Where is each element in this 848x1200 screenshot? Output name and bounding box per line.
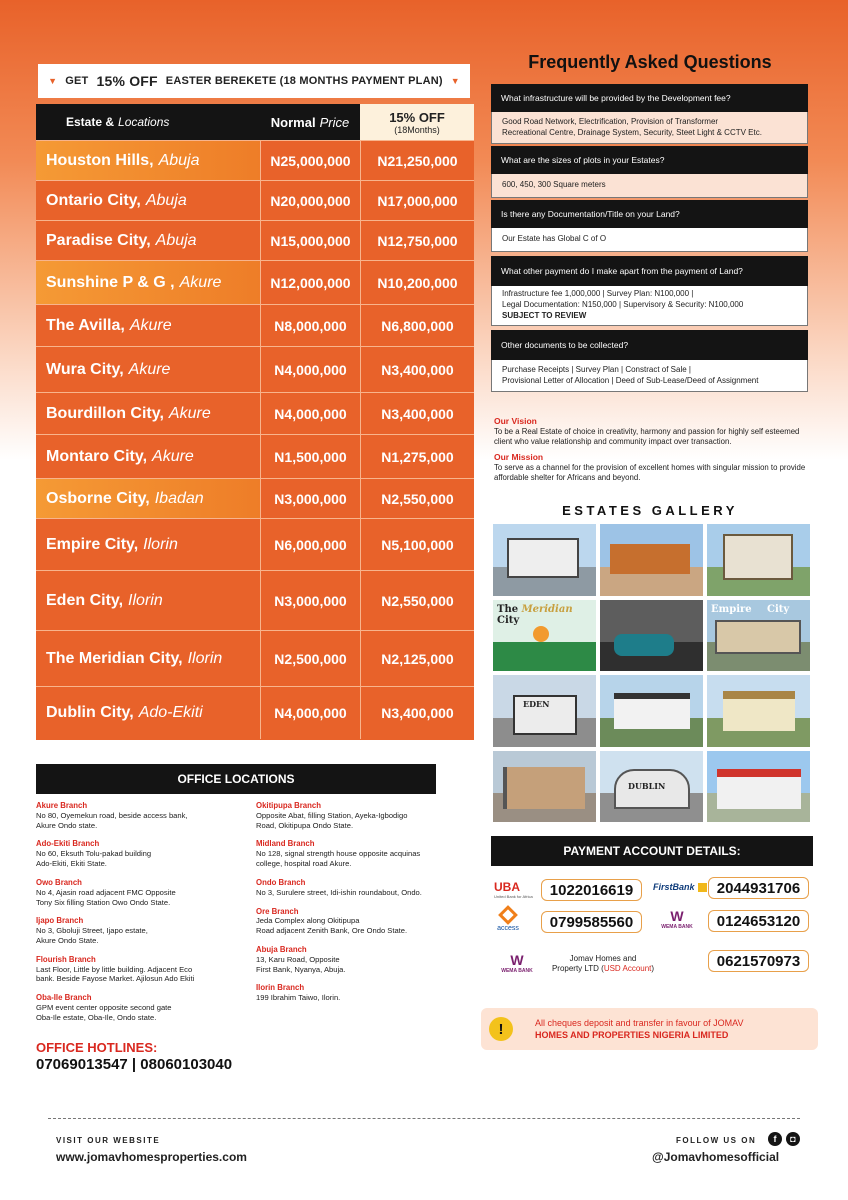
normal-price: N2,500,000 (260, 631, 360, 686)
offer-price: N10,200,000 (360, 261, 474, 304)
branch-address: No 60, Eksuth Tolu-pakad building (36, 849, 152, 859)
header-locations: Locations (118, 115, 170, 129)
hotlines-title: OFFICE HOTLINES: (36, 1040, 158, 1055)
normal-price: N25,000,000 (260, 141, 360, 180)
gallery-image (600, 675, 703, 747)
branch-ijapo (36, 916, 236, 945)
firstbank-logo (653, 882, 707, 892)
faq-answer-line: Provisional Letter of Allocation | Deed of Sub-Lease/Deed of Assignment (502, 375, 759, 385)
vision-title: Our Vision (494, 416, 537, 426)
estate-location: Abuja (158, 151, 200, 169)
offer-price: N2,550,000 (360, 571, 474, 630)
estate-location: Akure (179, 273, 222, 291)
branch-address: Ado-Ekiti, Ekiti State. (36, 859, 107, 869)
normal-price: N20,000,000 (260, 181, 360, 220)
uba-sub: United Bank for Africa (494, 894, 533, 899)
offer-price: N12,750,000 (360, 221, 474, 260)
gallery-caption: City (497, 614, 520, 626)
cheque-notice (481, 1008, 818, 1050)
estate-location: Abuja (155, 231, 197, 249)
estate-location: Ado-Ekiti (138, 704, 203, 721)
faq-item (491, 330, 808, 392)
estate-location: Ibadan (154, 489, 204, 507)
promo-percent: 15% OFF (96, 73, 158, 89)
gallery-image (493, 600, 596, 672)
vision-block (494, 416, 814, 447)
branch-address: Last Floor, Little by little building. Adjacent Eco (36, 964, 193, 974)
header-price: Price (319, 114, 350, 130)
wema-logo-usd (495, 952, 539, 974)
offer-price: N6,800,000 (360, 305, 474, 346)
branch-flourish (36, 955, 236, 984)
wema-w-icon: W (670, 908, 684, 924)
office-locations-header: OFFICE LOCATIONS (36, 764, 436, 794)
faq-answer (491, 174, 808, 198)
firstbank-account: 2044931706 (708, 877, 809, 899)
gallery-image (493, 524, 596, 596)
estate-location: Akure (129, 316, 172, 334)
price-table (36, 104, 474, 740)
branch-akure (36, 801, 236, 830)
branch-address: No 128, signal strength house opposite acquinas (256, 849, 421, 859)
branch-name: Akure Branch (36, 801, 88, 810)
wema-logo (655, 908, 699, 930)
gallery-caption: EDEN (523, 699, 550, 709)
faq-question: Other documents to be collected? (491, 330, 808, 360)
estate-location: Akure (128, 360, 171, 378)
faq-answer-line: Legal Documentation: N150,000 | Supervisory & Security: N100,000 (502, 300, 744, 310)
branch-address: Road adjacent Zenith Bank, Ore Ondo State. (256, 926, 408, 936)
table-row (36, 478, 474, 518)
cheque-line2: HOMES AND PROPERTIES NIGERIA LIMITED (535, 1030, 729, 1040)
branch-name: Ore Branch (256, 906, 299, 916)
faq-question: What are the sizes of plots in your Estates? (491, 146, 808, 174)
warning-icon: ! (489, 1017, 513, 1041)
offer-price: N1,275,000 (360, 435, 474, 478)
branch-address: Akure Ondo State. (36, 935, 99, 945)
branch-name: Midland Branch (256, 839, 315, 849)
faq-item (491, 256, 808, 326)
payment-header: PAYMENT ACCOUNT DETAILS: (491, 836, 813, 866)
gallery-image (600, 600, 703, 672)
branch-address: No 4, Ajasin road adjacent FMC Opposite (36, 887, 176, 897)
table-row (36, 140, 474, 180)
wema-name: WEMA BANK (661, 924, 693, 930)
promo-banner (38, 64, 470, 98)
normal-price: N6,000,000 (260, 519, 360, 570)
faq-answer (491, 228, 808, 252)
uba-account: 1022016619 (541, 879, 642, 901)
branch-okitipupa (256, 801, 456, 830)
branch-address: Opposite Abat, filling Station, Ayeka-Igbodigo (256, 810, 408, 820)
firstbank-name: FirstBank (653, 882, 695, 892)
gallery-title: ESTATES GALLERY (562, 503, 738, 518)
hotlines-numbers: 07069013547 | 08060103040 (36, 1056, 233, 1073)
estate-name: Eden City, (46, 591, 124, 609)
faq-answer-line: Our Estate has Global C of O (502, 234, 607, 244)
header-normal: Normal (270, 114, 316, 130)
mission-block (494, 452, 814, 483)
mission-text: To serve as a channel for the provision of excellent homes with singular mission to provide affordable shelter for Africans and beyond. (494, 463, 806, 483)
branch-name: Oba-Ile Branch (36, 993, 92, 1003)
gallery-image (600, 524, 703, 596)
table-row (36, 630, 474, 686)
normal-price: N12,000,000 (260, 261, 360, 304)
faq-item (491, 84, 808, 144)
faq-item (491, 200, 808, 252)
jomav-usd-label (548, 954, 658, 975)
jomav-usd: USD Account (603, 964, 652, 974)
faq-answer-line: Purchase Receipts | Survey Plan | Constract of Sale | (502, 364, 691, 374)
social-handle[interactable]: @Jomavhomesofficial (652, 1150, 780, 1164)
estate-name: Bourdillon City, (46, 404, 164, 422)
branch-name: Ijapo Branch (36, 916, 84, 926)
gallery-image (493, 675, 596, 747)
table-row (36, 392, 474, 434)
branch-ore (256, 907, 456, 936)
estate-name: Dublin City, (46, 704, 134, 721)
wema-account: 0124653120 (708, 910, 809, 932)
branch-ilorin (256, 983, 456, 1003)
table-row (36, 220, 474, 260)
footer-divider (48, 1118, 800, 1119)
estate-name: Paradise City, (46, 231, 151, 249)
faq-question: What infrastructure will be provided by the Development fee? (491, 84, 808, 112)
follow-label: FOLLOW US ON (676, 1136, 757, 1145)
table-row (36, 260, 474, 304)
gallery-caption: City (767, 603, 790, 615)
gallery-caption: The (497, 603, 519, 615)
triangle-down-icon: ▼ (48, 76, 58, 86)
website-link[interactable]: www.jomavhomesproperties.com (56, 1150, 247, 1164)
wema-w-icon: W (510, 952, 524, 968)
estate-name: Wura City, (46, 360, 124, 378)
estate-location: Ilorin (143, 535, 178, 553)
estate-name: Ontario City, (46, 191, 141, 209)
branch-name: Abuja Branch (256, 944, 307, 954)
header-offer: 15% OFF (389, 109, 445, 125)
faq-answer-line: Good Road Network, Electrification, Provision of Transformer (502, 116, 719, 126)
gallery-image (600, 751, 703, 823)
visit-label: VISIT OUR WEBSITE (56, 1136, 161, 1145)
estate-location: Ilorin (187, 649, 223, 667)
branch-oba-ile (36, 993, 236, 1022)
table-row (36, 686, 474, 739)
faq-answer-line: 600, 450, 300 Square meters (502, 180, 606, 190)
estate-name: Sunshine P & G , (46, 273, 175, 291)
offer-price: N3,400,000 (360, 347, 474, 392)
offer-price: N3,400,000 (360, 393, 474, 434)
faq-answer-line: Infrastructure fee 1,000,000 | Survey Plan: N100,000 | (502, 289, 694, 299)
estate-location: Abuja (145, 191, 187, 209)
branch-midland (256, 839, 456, 868)
gallery-image (707, 600, 810, 672)
normal-price: N15,000,000 (260, 221, 360, 260)
offer-price: N5,100,000 (360, 519, 474, 570)
office-column-right (256, 801, 456, 1012)
faq-answer-line: SUBJECT TO REVIEW (502, 310, 587, 320)
branch-address: No 3, Gboluji Street, Ijapo estate, (36, 926, 148, 936)
gallery-caption: Empire (711, 603, 752, 615)
table-row (36, 518, 474, 570)
branch-address: 13, Karu Road, Opposite (256, 954, 340, 964)
faq-answer (491, 360, 808, 392)
access-diamond-icon (498, 905, 518, 925)
usd-account: 0621570973 (708, 950, 809, 972)
promo-text-post: EASTER BEREKETE (18 MONTHS PAYMENT PLAN) (165, 75, 443, 87)
normal-price: N3,000,000 (260, 571, 360, 630)
branch-name: Flourish Branch (36, 954, 96, 964)
price-table-header (36, 104, 474, 140)
branch-address: college, hospital road Akure. (256, 859, 352, 869)
branch-address: First Bank, Nyanya, Abuja. (256, 964, 346, 974)
gallery-image (707, 524, 810, 596)
normal-price: N4,000,000 (260, 347, 360, 392)
normal-price: N4,000,000 (260, 687, 360, 739)
branch-name: Okitipupa Branch (256, 801, 321, 810)
branch-address: Jeda Complex along Okitipupa (256, 916, 360, 926)
normal-price: N4,000,000 (260, 393, 360, 434)
estate-name: The Meridian City, (46, 649, 183, 667)
faq-question: Is there any Documentation/Title on your Land? (491, 200, 808, 228)
offer-price: N2,550,000 (360, 479, 474, 518)
branch-name: Owo Branch (36, 877, 82, 887)
branch-abuja (256, 945, 456, 974)
header-offer-sub: (18Months) (394, 124, 440, 135)
branch-address: No 3, Surulere street, Idi-ishin roundabout, Ondo. (256, 887, 422, 897)
promo-text-pre: GET (65, 75, 89, 87)
normal-price: N8,000,000 (260, 305, 360, 346)
estate-name: Empire City, (46, 535, 139, 553)
branch-ondo (256, 878, 456, 898)
cheque-line1: All cheques deposit and transfer in favour of JOMAV (535, 1017, 744, 1028)
table-row (36, 180, 474, 220)
vision-text: To be a Real Estate of choice in creativity, harmony and passion for highly self esteemed client who value relationship and community impact over transaction. (494, 427, 800, 447)
office-column-left (36, 801, 236, 1031)
estates-gallery (493, 524, 810, 822)
branch-ado-ekiti (36, 839, 236, 868)
faq-title: Frequently Asked Questions (528, 52, 772, 72)
mission-title: Our Mission (494, 452, 544, 462)
table-row (36, 434, 474, 478)
estate-location: Ilorin (128, 591, 163, 609)
branch-address: Oba-Ile estate, Oba-Ile, Ondo state. (36, 1012, 157, 1022)
offer-price: N2,125,000 (360, 631, 474, 686)
branch-name: Ilorin Branch (256, 983, 305, 993)
faq-answer-line: Recreational Centre, Drainage System, Security, Steet Light & CCTV Etc. (502, 127, 762, 137)
branch-address: No 80, Oyemekun road, beside access bank, (36, 810, 188, 820)
uba-name: UBA (494, 880, 520, 894)
estate-name: The Avilla, (46, 316, 125, 334)
table-row (36, 570, 474, 630)
gallery-caption: Meridian (521, 603, 573, 615)
gallery-image (707, 751, 810, 823)
gallery-caption: DUBLIN (628, 780, 666, 791)
access-logo (494, 908, 522, 932)
offer-price: N3,400,000 (360, 687, 474, 739)
gallery-image (493, 751, 596, 823)
estate-name: Osborne City, (46, 489, 150, 507)
branch-owo (36, 878, 236, 907)
branch-address: Akure Ondo state. (36, 820, 98, 830)
elephant-icon (698, 883, 707, 892)
branch-address: 199 Ibrahim Taiwo, Ilorin. (256, 993, 341, 1003)
branch-name: Ado-Ekiti Branch (36, 839, 100, 849)
jomav-line1: Jomav Homes and (569, 954, 637, 963)
branch-name: Ondo Branch (256, 877, 306, 887)
wema-name: WEMA BANK (501, 968, 533, 974)
faq-answer (491, 112, 808, 144)
branch-address: Tony Six filling Station Owo Ondo State. (36, 897, 171, 907)
offer-price: N17,000,000 (360, 181, 474, 220)
header-estate: Estate & (66, 115, 115, 129)
uba-logo (494, 880, 538, 899)
table-row (36, 304, 474, 346)
triangle-down-icon: ▼ (450, 76, 460, 86)
access-name: access (497, 925, 519, 932)
instagram-icon[interactable]: ◘ (786, 1132, 800, 1146)
normal-price: N3,000,000 (260, 479, 360, 518)
branch-address: bank. Beside Fayose Market. Ajilosun Ado Ekiti (36, 974, 195, 984)
normal-price: N1,500,000 (260, 435, 360, 478)
gallery-image (707, 675, 810, 747)
jomav-line2: Property LTD ( (551, 964, 604, 974)
access-account: 0799585560 (541, 911, 642, 933)
jomav-close: ) (651, 964, 655, 974)
estate-name: Montaro City, (46, 447, 148, 465)
faq-item (491, 146, 808, 198)
facebook-icon[interactable]: f (768, 1132, 782, 1146)
estate-name: Houston Hills, (46, 151, 154, 169)
estate-location: Akure (152, 447, 194, 465)
table-row (36, 346, 474, 392)
branch-address: Road, Okitipupa Ondo State. (256, 820, 354, 830)
offer-price: N21,250,000 (360, 141, 474, 180)
faq-question: What other payment do I make apart from the payment of Land? (491, 256, 808, 286)
branch-address: GPM event center opposite second gate (36, 1003, 172, 1012)
estate-location: Akure (168, 404, 211, 422)
faq-answer (491, 286, 808, 326)
